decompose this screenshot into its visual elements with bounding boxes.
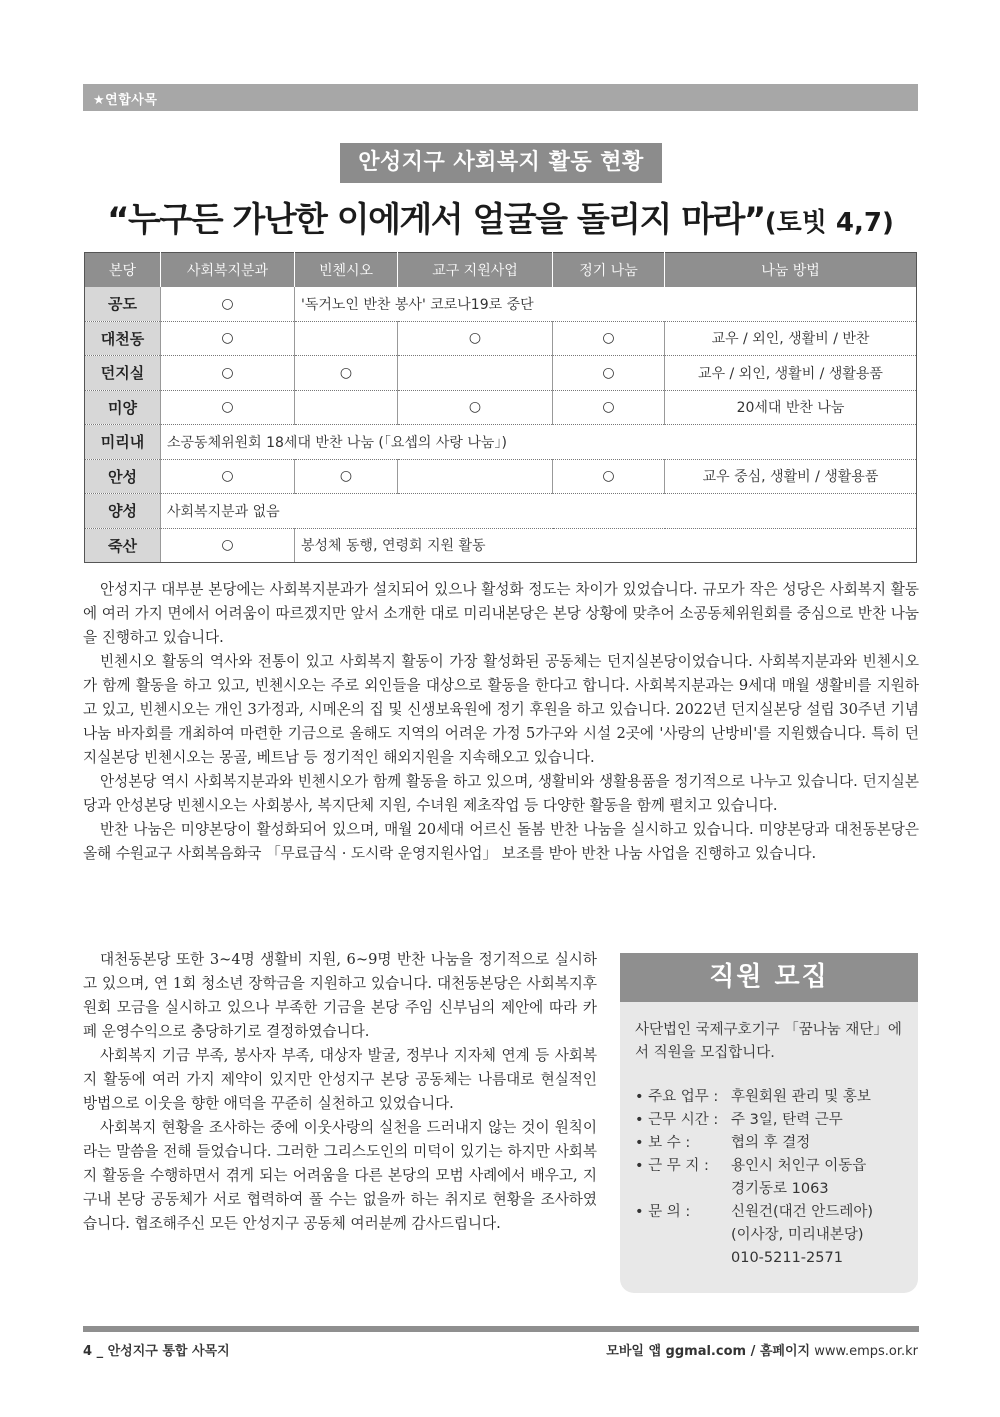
cell-vincent bbox=[295, 321, 398, 356]
paragraph: 대천동본당 또한 3~4명 생활비 지원, 6~9명 반찬 나눔을 정기적으로 실시하고 있으며, 연 1회 청소년 장학금을 지원하고 있습니다. 대천동본당은 사회복지후원회 모금을 실시하고 있으나 부족한 기금을 본당 주임 신부님의 제안에 따라 카페 운영수익으로 충당하기로 결정하였습니다. bbox=[83, 951, 597, 1040]
footer-divider bbox=[83, 1326, 919, 1332]
table-row bbox=[85, 321, 917, 356]
detail-value bbox=[731, 1086, 915, 1109]
paragraph: 사회복지 현황을 조사하는 중에 이웃사랑의 실천을 드러내지 않는 것이 원칙이라는 말씀을 전해 들었습니다. 그러한 그리스도인의 미덕이 있기는 하지만 사회복지 활동을 수행하면서 겪게 되는 어려움을 다른 본당의 모범 사례에서 배우고, 지구내 본당 공동체가 서로 협력하여 풀 수는 없을까 하는 취지로 현황을 조사하였습니다. 협조해주신 모든 안성지구 공동체 여러분께 감사드립니다. bbox=[83, 1119, 597, 1232]
detail-key: • 근 무 지 : bbox=[635, 1158, 709, 1174]
list-item bbox=[635, 1086, 915, 1109]
parish-name: 대천동 bbox=[85, 321, 161, 356]
section-header-band bbox=[83, 84, 918, 111]
cell-note: '독거노인 반찬 봉사' 코로나19로 중단 bbox=[295, 287, 917, 322]
cell-social: ○ bbox=[161, 287, 295, 322]
list-item bbox=[635, 1132, 915, 1155]
parish-name: 미양 bbox=[85, 390, 161, 425]
paragraph: 사회복지 기금 부족, 봉사자 부족, 대상자 발굴, 정부나 지자체 연계 등 사회복지 활동에 여러 가지 제약이 있지만 안성지구 본당 공동체는 나름대로 현실적인 방법으로 이웃을 향한 애덕을 꾸준히 실천하고 있었습니다. bbox=[83, 1047, 597, 1112]
detail-line: 후원회원 관리 및 홍보 bbox=[731, 1089, 871, 1105]
article-body-full-width bbox=[83, 578, 919, 866]
parish-name: 던지실 bbox=[85, 356, 161, 391]
parish-status-table bbox=[84, 252, 917, 563]
article-title bbox=[83, 192, 918, 241]
table-row bbox=[85, 356, 917, 391]
header-sharing-method: 나눔 방법 bbox=[665, 253, 917, 287]
cell-method: 교우 중심, 생활비 / 생활용품 bbox=[665, 459, 917, 494]
cell-vincent: ○ bbox=[295, 356, 398, 391]
detail-key: • 문 의 : bbox=[635, 1204, 691, 1220]
title-reference: (토빗 4,7) bbox=[764, 208, 894, 238]
parish-name: 죽산 bbox=[85, 528, 161, 563]
cell-diocese bbox=[398, 356, 553, 391]
detail-value bbox=[731, 1155, 915, 1201]
list-item bbox=[635, 1109, 915, 1132]
header-parish: 본당 bbox=[85, 253, 161, 287]
cell-social: ○ bbox=[161, 321, 295, 356]
job-posting-box bbox=[620, 953, 918, 1293]
detail-line: 용인시 처인구 이동읍 bbox=[731, 1158, 867, 1174]
cell-regular: ○ bbox=[553, 459, 665, 494]
table-header-row bbox=[85, 253, 917, 287]
header-regular-sharing: 정기 나눔 bbox=[553, 253, 665, 287]
cell-method: 교우 / 외인, 생활비 / 생활용품 bbox=[665, 356, 917, 391]
cell-diocese bbox=[398, 459, 553, 494]
detail-key: • 보 수 : bbox=[635, 1135, 691, 1151]
header-social-committee: 사회복지분과 bbox=[161, 253, 295, 287]
detail-line: 신원건(대건 안드레아) bbox=[731, 1204, 873, 1220]
detail-key: • 근무 시간 : bbox=[635, 1112, 719, 1128]
job-posting-title: 직원 모집 bbox=[620, 953, 918, 1002]
table-row bbox=[85, 390, 917, 425]
cell-regular: ○ bbox=[553, 390, 665, 425]
detail-value bbox=[731, 1201, 915, 1270]
cell-regular: ○ bbox=[553, 356, 665, 391]
homepage-link[interactable]: www.emps.or.kr bbox=[814, 1344, 918, 1359]
footer-app-label: 모바일 앱 ggmal.com / 홈페이지 bbox=[606, 1344, 811, 1359]
article-body-left-column bbox=[83, 948, 597, 1236]
list-item bbox=[635, 1155, 915, 1201]
detail-line: 협의 후 결정 bbox=[731, 1135, 811, 1151]
cell-social: ○ bbox=[161, 390, 295, 425]
detail-value bbox=[731, 1109, 915, 1132]
footer-links bbox=[606, 1340, 918, 1359]
section-label: ★연합사목 bbox=[93, 93, 158, 108]
article-subtitle: 안성지구 사회복지 활동 현황 bbox=[340, 143, 662, 183]
parish-name: 미리내 bbox=[85, 425, 161, 460]
cell-method: 20세대 반찬 나눔 bbox=[665, 390, 917, 425]
table-row bbox=[85, 528, 917, 563]
header-diocese-program: 교구 지원사업 bbox=[398, 253, 553, 287]
list-item bbox=[635, 1201, 915, 1270]
page-number-footer: 4 _ 안성지구 통합 사목지 bbox=[83, 1344, 230, 1359]
detail-line: 010-5211-2571 bbox=[731, 1250, 843, 1266]
table-row bbox=[85, 459, 917, 494]
cell-social: ○ bbox=[161, 459, 295, 494]
detail-value bbox=[731, 1132, 915, 1155]
cell-note: 소공동체위원회 18세대 반찬 나눔 (「요셉의 사랑 나눔」) bbox=[161, 425, 917, 460]
cell-note: 봉성체 동행, 연령회 지원 활동 bbox=[295, 528, 917, 563]
detail-line: 경기동로 1063 bbox=[731, 1181, 829, 1197]
parish-name: 공도 bbox=[85, 287, 161, 322]
detail-line: (이사장, 미리내본당) bbox=[731, 1227, 864, 1243]
table-row bbox=[85, 425, 917, 460]
parish-name: 안성 bbox=[85, 459, 161, 494]
cell-regular: ○ bbox=[553, 321, 665, 356]
table-row bbox=[85, 287, 917, 322]
title-quote: “누구든 가난한 이에게서 얼굴을 돌리지 마라” bbox=[107, 200, 765, 240]
parish-name: 양성 bbox=[85, 494, 161, 529]
job-posting-details bbox=[635, 1086, 915, 1270]
cell-social: ○ bbox=[161, 356, 295, 391]
paragraph: 반찬 나눔은 미양본당이 활성화되어 있으며, 매월 20세대 어르신 돌봄 반찬 나눔을 실시하고 있습니다. 미양본당과 대천동본당은 올해 수원교구 사회복음화국 「무료급식 · 도시락 운영지원사업」 보조를 받아 반찬 나눔 사업을 진행하고 있습니다. bbox=[83, 821, 919, 862]
cell-vincent: ○ bbox=[295, 459, 398, 494]
detail-line: 주 3일, 탄력 근무 bbox=[731, 1112, 843, 1128]
cell-note: 사회복지분과 없음 bbox=[161, 494, 917, 529]
cell-diocese: ○ bbox=[398, 390, 553, 425]
job-posting-intro: 사단법인 국제구호기구 「꿈나눔 재단」에서 직원을 모집합니다. bbox=[635, 1022, 902, 1061]
paragraph: 안성지구 대부분 본당에는 사회복지분과가 설치되어 있으나 활성화 정도는 차이가 있었습니다. 규모가 작은 성당은 사회복지 활동에 여러 가지 면에서 어려움이 따르겠지만 앞서 소개한 대로 미리내본당은 본당 상황에 맞추어 소공동체위원회를 중심으로 반찬 나눔을 진행하고 있습니다. bbox=[83, 581, 919, 646]
detail-key: • 주요 업무 : bbox=[635, 1089, 719, 1105]
header-vincent: 빈첸시오 bbox=[295, 253, 398, 287]
cell-method: 교우 / 외인, 생활비 / 반찬 bbox=[665, 321, 917, 356]
table-row bbox=[85, 494, 917, 529]
cell-social: ○ bbox=[161, 528, 295, 563]
paragraph: 빈첸시오 활동의 역사와 전통이 있고 사회복지 활동이 가장 활성화된 공동체는 던지실본당이었습니다. 사회복지분과와 빈첸시오가 함께 활동을 하고 있고, 빈첸시오는 주로 외인들을 대상으로 활동을 한다고 합니다. 사회복지분과는 9세대 매월 생활비를 지원하고 있고, 빈첸시오는 개인 3가정과, 시메온의 집 및 신생보육원에 정기 후원을 하고 있습니다. 2022년 던지실본당 설립 30주년 기념 나눔 바자회를 개최하여 마련한 기금으로 올해도 지역의 어려운 가정 5가구와 시설 2곳에 '사랑의 난방비'를 지원했습니다. 특히 던지실본당 빈첸시오는 몽골, 베트남 등 정기적인 해외지원을 지속해오고 있습니다. bbox=[83, 653, 919, 766]
cell-vincent bbox=[295, 390, 398, 425]
cell-diocese: ○ bbox=[398, 321, 553, 356]
paragraph: 안성본당 역시 사회복지분과와 빈첸시오가 함께 활동을 하고 있으며, 생활비와 생활용품을 정기적으로 나누고 있습니다. 던지실본당과 안성본당 빈첸시오는 사회봉사, 복지단체 지원, 수녀원 제초작업 등 다양한 활동을 함께 펼치고 있습니다. bbox=[83, 773, 919, 814]
